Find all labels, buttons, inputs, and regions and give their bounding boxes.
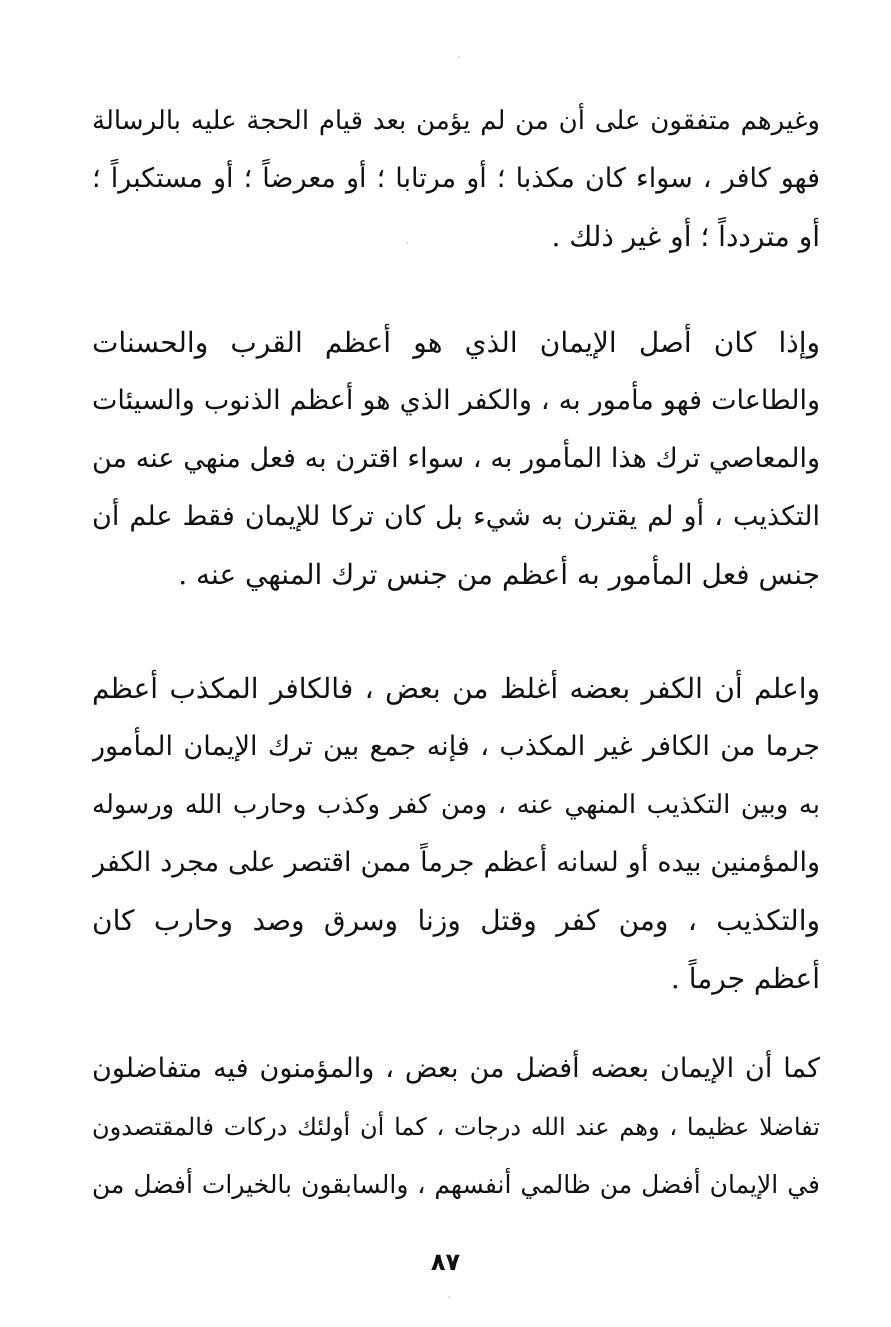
text-line: جنس فعل المأمور به أعظم من جنس ترك المنهي عنه . (178, 558, 820, 591)
text-line: أو متردداً ؛ أو غير ذلك . (551, 220, 820, 253)
text-line: والطاعات فهو مأمور به ، والكفر الذي هو أعظم الذنوب والسيئات (92, 385, 820, 416)
text-line: أعظم جرماً . (670, 962, 820, 995)
text-line: والمؤمنين بيده أو لسانه أعظم جرماً ممن اقتصر على مجرد الكفر (92, 847, 820, 878)
text-line: تفاضلا عظيما ، وهم عند الله درجات ، كما أن أولئك دركات فالمقتصدون (92, 1113, 820, 1141)
scan-speck (458, 56, 460, 58)
paragraph-1 (92, 92, 820, 266)
scan-speck (406, 242, 408, 244)
paragraph-3 (92, 660, 820, 1008)
text-line: وغيرهم متفقون على أن من لم يؤمن بعد قيام الحجة عليه بالرسالة (92, 106, 820, 136)
paragraph-4 (92, 1040, 820, 1214)
text-line: جرما من الكافر غير المكذب ، فإنه جمع بين ترك الإيمان المأمور (92, 731, 820, 762)
text-line: كما أن الإيمان بعضه أفضل من بعض ، والمؤمنون فيه متفاضلون (92, 1053, 820, 1084)
text-line: والمعاصي ترك هذا المأمور به ، سواء اقترن به فعل منهي عنه من (92, 443, 820, 474)
paragraph-2 (92, 314, 820, 604)
text-line: التكذيب ، أو لم يقترن به شيء بل كان تركا للإيمان فقط علم أن (92, 501, 820, 532)
page-number: ٨٧ (430, 1248, 461, 1276)
text-line: واعلم أن الكفر بعضه أغلظ من بعض ، فالكافر المكذب أعظم (92, 672, 820, 705)
text-line: وإذا كان أصل الإيمان الذي هو أعظم القرب والحسنات (92, 326, 820, 359)
text-line: في الإيمان أفضل من ظالمي أنفسهم ، والسابقون بالخيرات أفضل من (92, 1170, 820, 1199)
text-line: به وبين التكذيب المنهي عنه ، ومن كفر وكذب وحارب الله ورسوله (92, 790, 820, 820)
text-line: والتكذيب ، ومن كفر وقتل وزنا وسرق وصد وحارب كان (92, 904, 820, 937)
scan-speck (448, 1296, 450, 1298)
text-line: فهو كافر ، سواء كان مكذبا ؛ أو مرتابا ؛ أو معرضاً ؛ أو مستكبراً ؛ (92, 163, 820, 194)
